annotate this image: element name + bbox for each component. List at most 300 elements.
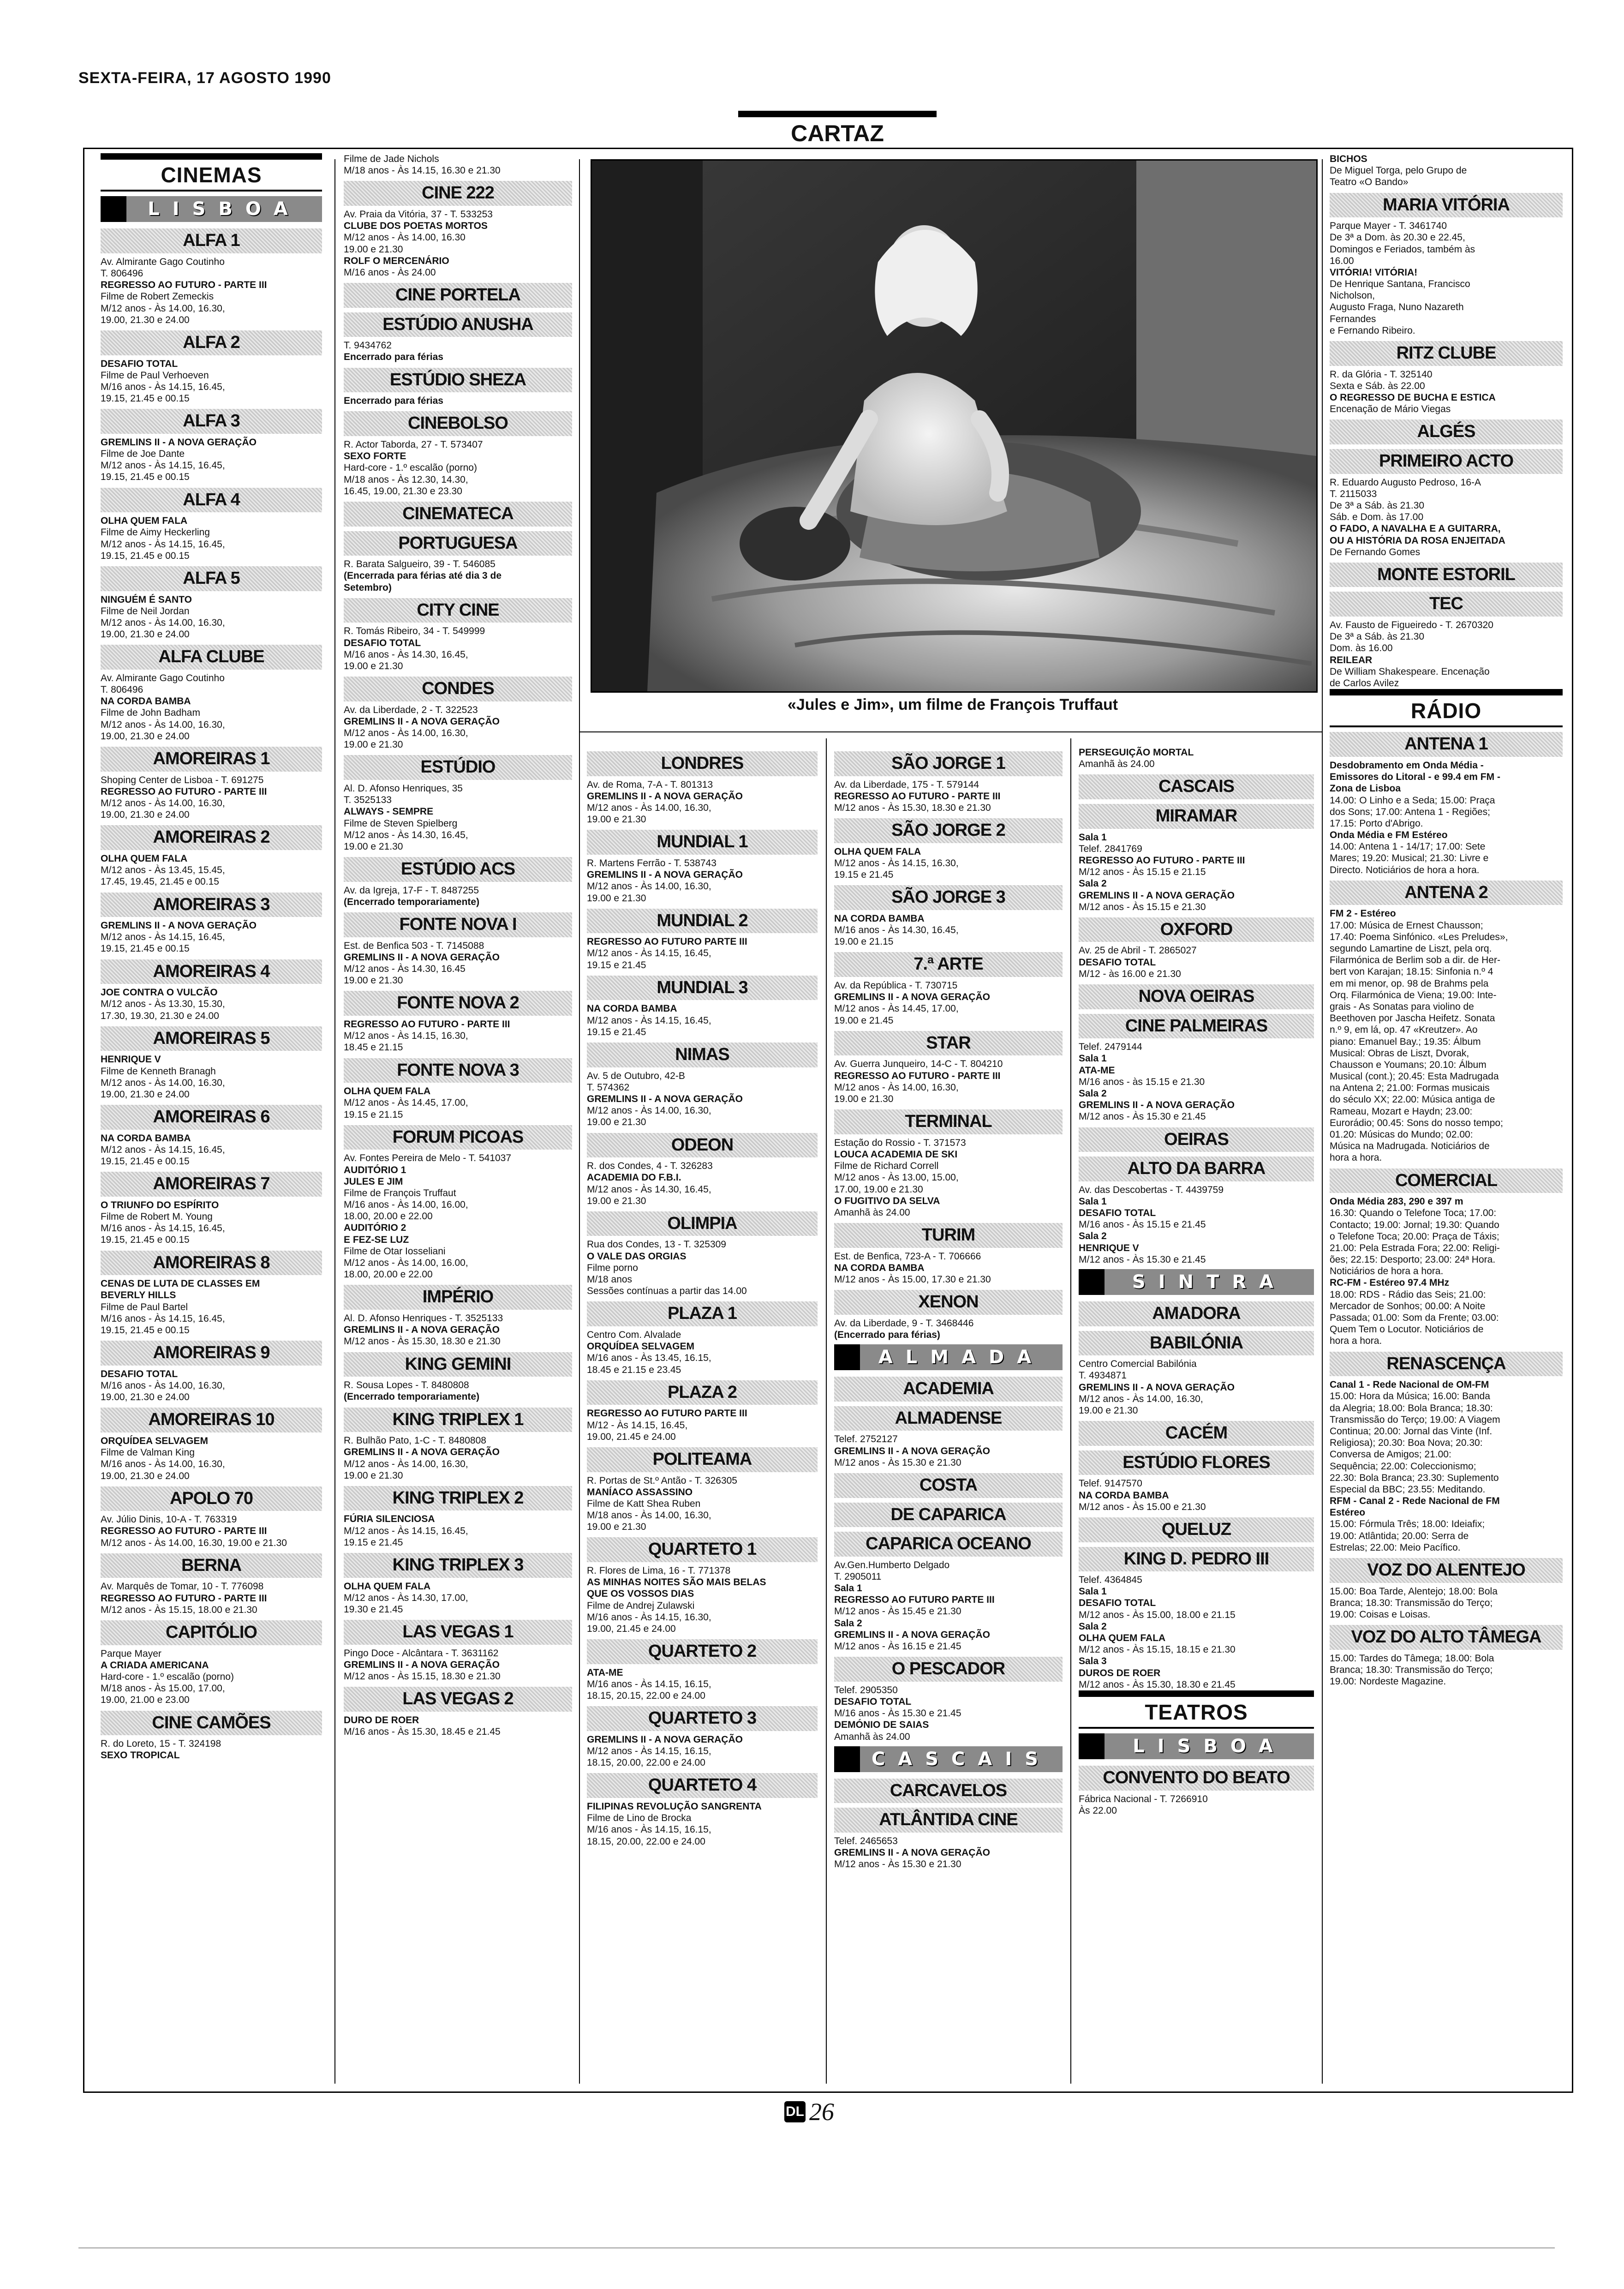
- listing-text: Domingos e Feriados, também às: [1330, 244, 1475, 255]
- listing-text: Telef. 2841769: [1079, 843, 1142, 854]
- listing-text: R. Flores de Lima, 16 - T. 771378: [587, 1565, 731, 1576]
- listing-title: GREMLINS II - A NOVA GERAÇÃO: [834, 1847, 990, 1858]
- listing-text: de Carlos Avilez: [1330, 678, 1399, 689]
- listing-title: Sala 1: [1079, 1586, 1107, 1597]
- listing-text: Filme de François Truffaut: [344, 1187, 456, 1198]
- listing-title: GREMLINS II - A NOVA GERAÇÃO: [344, 716, 500, 727]
- listing-title: Sala 1: [1079, 1053, 1107, 1064]
- venue-heading: ALFA 4: [101, 488, 322, 513]
- listing-title: FM 2 - Estéreo: [1330, 908, 1396, 919]
- listing-text: Contacto; 19.00: Jornal; 19.30: Quando: [1330, 1219, 1499, 1230]
- listing-text: 18.15, 20.00, 22.00 e 24.00: [587, 1836, 705, 1847]
- listing-text: T. 806496: [101, 684, 143, 695]
- venue-heading: ALFA 2: [101, 330, 322, 355]
- listing-title: REGRESSO AO FUTURO - PARTE III: [101, 786, 267, 797]
- listing-title: (Encerrada para férias até dia 3 de: [344, 570, 502, 581]
- listing-text: Noticiários de hora a hora.: [1330, 1266, 1444, 1277]
- listing-text: Shoping Center de Lisboa - T. 691275: [101, 774, 264, 785]
- venue-heading: POLITEAMA: [587, 1447, 818, 1472]
- listing-text: Pingo Doce - Alcântara - T. 3631162: [344, 1648, 499, 1659]
- listing-text: M/16 anos - Às 14.00, 16.00,: [344, 1199, 468, 1210]
- listing-text: Av. da Liberdade, 9 - T. 3468446: [834, 1318, 974, 1329]
- listing-text: em mi menor, op. 98 de Brahms pela: [1330, 978, 1489, 989]
- venue-heading: BABILÓNIA: [1079, 1331, 1314, 1356]
- listing-text: 17.45, 19.45, 21.45 e 00.15: [101, 876, 219, 887]
- city-banner: [101, 196, 322, 222]
- film-still-photo: [591, 159, 1318, 693]
- listing-text: 19.00: Nordeste Magazine.: [1330, 1676, 1446, 1687]
- listing-text: De 3ª a Sáb. às 21.30: [1330, 500, 1425, 511]
- listing-title: GREMLINS II - A NOVA GERAÇÃO: [344, 952, 500, 963]
- venue-heading: CINEMATECA: [344, 502, 572, 527]
- listing-text: 14.00: O Linho e a Seda; 15.00: Praça: [1330, 795, 1495, 806]
- venue-heading: FORUM PICOAS: [344, 1125, 572, 1150]
- listing-text: R. Martens Ferrão - T. 538743: [587, 857, 716, 869]
- city-name: SINTRA: [1105, 1269, 1314, 1295]
- venue-heading: TURIM: [834, 1223, 1063, 1248]
- listing-text: 19.00, 21.30 e 24.00: [101, 809, 190, 821]
- city-banner: [1079, 1269, 1314, 1295]
- listing-text: Mercador de Sonhos; 00.00: A Noite: [1330, 1300, 1486, 1312]
- listing-text: Filarmónica de Berlim sob a dir. de Her-: [1330, 955, 1500, 966]
- listing-title: GREMLINS II - A NOVA GERAÇÃO: [1079, 1100, 1235, 1111]
- venue-heading: AMOREIRAS 5: [101, 1026, 322, 1051]
- listing-text: M/16 anos - Às 14.30, 16.45,: [344, 649, 468, 660]
- listing-text: Conversa de Amigos; 21.00:: [1330, 1449, 1451, 1460]
- venue-heading: CITY CINE: [344, 598, 572, 623]
- listing-text: Filme de Lino de Brocka: [587, 1813, 692, 1824]
- listing-text: Sexta e Sáb. às 22.00: [1330, 380, 1425, 391]
- listing-title: GREMLINS II - A NOVA GERAÇÃO: [587, 1734, 743, 1745]
- listing-title: NA CORDA BAMBA: [101, 1133, 191, 1144]
- section-heading: TEATROS: [1079, 1700, 1314, 1729]
- listing-text: 19.15, 21.45 e 00.15: [101, 1325, 190, 1336]
- listing-text: Filme de Paul Bartel: [101, 1301, 188, 1312]
- listing-title: GREMLINS II - A NOVA GERAÇÃO: [1079, 890, 1235, 901]
- venue-heading: AMOREIRAS 7: [101, 1172, 322, 1197]
- listing-text: M/12 anos - Às 16.15 e 21.45: [834, 1641, 961, 1652]
- listing-title: Encerrado para férias: [344, 395, 443, 407]
- listing-title: NA CORDA BAMBA: [834, 1262, 925, 1273]
- listing-text: Fernandes: [1330, 313, 1376, 324]
- listing-text: 19.15 e 21.15: [344, 1109, 403, 1120]
- listing-text: T. 2115033: [1330, 488, 1377, 499]
- listing-text: 19.00: Atlântida; 20.00: Serra de: [1330, 1530, 1469, 1541]
- listing-text: Av. das Descobertas - T. 4439759: [1079, 1184, 1224, 1195]
- venue-heading: SÃO JORGE 2: [834, 818, 1063, 843]
- city-banner: [834, 1344, 1063, 1370]
- section-rule: [1330, 689, 1563, 695]
- city-name: CASCAIS: [860, 1746, 1063, 1772]
- listing-title: Zona de Lisboa: [1330, 783, 1401, 794]
- listing-title: Onda Média e FM Estéreo: [1330, 830, 1448, 841]
- listing-text: M/12 anos - Às 14.00, 16.30,: [587, 881, 711, 892]
- venue-heading: QUARTETO 1: [587, 1537, 818, 1562]
- listing-text: M/16 anos - Às 14.30, 16.45,: [834, 925, 959, 936]
- listing-text: Av. Praia da Vitória, 37 - T. 533253: [344, 209, 493, 220]
- listing-text: 19.00 e 21.30: [344, 244, 403, 255]
- listing-text: 19.00, 21.45 e 24.00: [587, 1431, 676, 1442]
- listing-text: T. 574362: [587, 1082, 630, 1093]
- listing-text: 19.00 e 21.30: [587, 814, 646, 825]
- listing-text: M/12 anos - Às 15.30 e 21.30: [834, 1859, 961, 1870]
- listing-text: Av. Fontes Pereira de Melo - T. 541037: [344, 1153, 512, 1164]
- venue-heading: STAR: [834, 1031, 1063, 1056]
- listing-text: Av. Almirante Gago Coutinho: [101, 672, 225, 683]
- listing-text: 19.00, 21.30 e 24.00: [101, 731, 190, 742]
- city-banner: [834, 1746, 1063, 1772]
- newspaper-logo: DL: [784, 2101, 806, 2122]
- listing-title: DESAFIO TOTAL: [101, 1368, 178, 1379]
- listing-text: Nicholson,: [1330, 290, 1375, 301]
- venue-heading: NOVA OEIRAS: [1079, 984, 1314, 1009]
- city-name: LISBOA: [1105, 1733, 1314, 1759]
- listing-text: M/12 anos - Às 14.30, 16.45,: [587, 1184, 711, 1195]
- venue-heading: IMPÉRIO: [344, 1285, 572, 1310]
- listing-text: Filme de Otar Iosseliani: [344, 1246, 446, 1257]
- listing-title: OLHA QUEM FALA: [101, 853, 188, 864]
- listing-text: M/12 anos - Às 15.30 e 21.45: [1079, 1111, 1206, 1122]
- listing-title: BICHOS: [1330, 154, 1367, 164]
- venue-heading: KING TRIPLEX 2: [344, 1486, 572, 1511]
- listing-title: REGRESSO AO FUTURO - PARTE III: [834, 791, 1001, 802]
- listing-title: REGRESSO AO FUTURO - PARTE III: [344, 1019, 510, 1030]
- listing-text: Centro Comercial Babilónia: [1079, 1359, 1197, 1370]
- listing-title: RFM - Canal 2 - Rede Nacional de FM: [1330, 1496, 1500, 1507]
- listing-text: M/16 anos - Às 24.00: [344, 267, 436, 278]
- listing-text: Av. de Roma, 7-A - T. 801313: [587, 779, 713, 790]
- listing-title: O FADO, A NAVALHA E A GUITARRA,: [1330, 523, 1501, 534]
- listing-text: 19.00 e 21.30: [344, 975, 403, 986]
- listing-text: Telef. 4364845: [1079, 1575, 1142, 1586]
- listing-text: Augusto Fraga, Nuno Nazareth: [1330, 302, 1464, 313]
- listing-text: 19.00, 21.30 e 24.00: [101, 1392, 190, 1403]
- venue-heading: PRIMEIRO ACTO: [1330, 449, 1563, 474]
- listing-text: M/12 anos - Às 15.00 e 21.30: [1079, 1501, 1206, 1512]
- listing-text: 19.00 e 21.30: [1079, 1405, 1138, 1416]
- listing-title: E FEZ-SE LUZ: [344, 1234, 409, 1245]
- listing-title: GREMLINS II - A NOVA GERAÇÃO: [101, 920, 257, 931]
- listing-text: 19.00 e 21.45: [834, 1015, 894, 1026]
- listing-text: M/18 anos: [587, 1274, 633, 1285]
- venue-heading: OEIRAS: [1079, 1127, 1314, 1152]
- listing-title: (Encerrado temporariamente): [344, 896, 480, 907]
- listing-text: R. Eduardo Augusto Pedroso, 16-A: [1330, 477, 1481, 488]
- listing-text: M/12 anos - Às 14.15, 16.45,: [344, 1525, 468, 1536]
- listing-title: OU A HISTÓRIA DA ROSA ENJEITADA: [1330, 535, 1505, 546]
- listing-text: T. 2905011: [834, 1571, 882, 1582]
- venue-heading: ODEON: [587, 1133, 818, 1158]
- listing-text: M/12 anos - Às 15.30 e 21.30: [834, 1457, 961, 1468]
- city-banner-square-icon: [834, 1746, 860, 1772]
- venue-heading: MUNDIAL 2: [587, 909, 818, 934]
- venue-heading: OXFORD: [1079, 917, 1314, 942]
- venue-heading: KING GEMINI: [344, 1352, 572, 1377]
- venue-heading: NIMAS: [587, 1043, 818, 1067]
- listing-text: M/12 anos - Às 14.30, 16.45: [344, 964, 466, 975]
- listing-title: QUE OS VOSSOS DIAS: [587, 1588, 694, 1600]
- venue-heading: ALFA CLUBE: [101, 645, 322, 670]
- listing-text: 19.00 e 21.30: [344, 1470, 403, 1481]
- venue-heading: COMERCIAL: [1330, 1168, 1563, 1193]
- venue-heading: MUNDIAL 3: [587, 976, 818, 1001]
- listing-text: R. Actor Taborda, 27 - T. 573407: [344, 439, 483, 450]
- listing-text: 18.15, 20.00, 22.00 e 24.00: [587, 1757, 705, 1768]
- listing-text: 17.15: Porto d'Abrigo.: [1330, 818, 1423, 829]
- listing-text: M/12 anos - Às 14.45, 17.00,: [344, 1097, 468, 1109]
- listing-text: Às 22.00: [1079, 1805, 1117, 1816]
- listing-text: Fábrica Nacional - T. 7266910: [1079, 1793, 1208, 1804]
- film-still-image: [592, 161, 1316, 691]
- listing-text: M/12 anos - Às 14.15, 16.15,: [587, 1746, 711, 1757]
- venue-heading: PORTUGUESA: [344, 531, 572, 556]
- listing-text: M/12 anos - Às 15.30 e 21.45: [1079, 1254, 1206, 1265]
- listing-text: Continua; 20.00: Jornal das Vinte (Inf.: [1330, 1426, 1493, 1437]
- listing-title: DESAFIO TOTAL: [1079, 1208, 1156, 1219]
- venue-heading: KING D. PEDRO III: [1079, 1547, 1314, 1572]
- listing-text: 17.00, 19.00 e 21.30: [834, 1184, 923, 1195]
- listing-text: Telef. 2752127: [834, 1434, 898, 1445]
- listing-text: M/12 anos - Às 14.00, 16.30,: [101, 797, 225, 809]
- listing-text: M/12 anos - Às 14.00, 16.30,: [101, 617, 225, 628]
- listing-text: 14.00: Antena 1 - 14/17; 17.00: Sete: [1330, 841, 1486, 852]
- listing-text: Chausson e Youmans; 20.10: Álbum: [1330, 1059, 1487, 1070]
- listing-title: Setembro): [344, 582, 392, 593]
- venue-heading: SÃO JORGE 3: [834, 885, 1063, 910]
- listing-text: M/12 anos - Às 14.00, 16.30,: [101, 1077, 225, 1088]
- listing-text: 19.15 e 21.45: [344, 1537, 403, 1548]
- listing-title: (Encerrado temporariamente): [344, 1391, 480, 1402]
- listing-text: segundo Lamartine de Liszt, pela orq.: [1330, 943, 1492, 954]
- venue-heading: ANTENA 2: [1330, 881, 1563, 905]
- listing-text: M/18 anos - Às 14.00, 16.30,: [587, 1510, 711, 1521]
- listing-text: Av. Júlio Dinis, 10-A - T. 763319: [101, 1514, 237, 1525]
- listing-title: Sala 2: [1079, 1231, 1107, 1242]
- listing-text: Filme de Neil Jordan: [101, 605, 190, 617]
- venue-heading: LONDRES: [587, 751, 818, 776]
- listing-title: Sala 3: [1079, 1656, 1107, 1667]
- listing-text: na Antena 2; 21.00: Formas musicais: [1330, 1083, 1490, 1094]
- listing-text: 19.00, 21.00 e 23.00: [101, 1695, 190, 1706]
- listing-text: 18.45 e 21.15 e 23.45: [587, 1364, 681, 1375]
- listing-text: R. Portas de St.º Antão - T. 326305: [587, 1475, 737, 1486]
- listing-text: R. Bulhão Pato, 1-C - T. 8480808: [344, 1435, 486, 1446]
- listing-title: NA CORDA BAMBA: [834, 913, 925, 924]
- city-banner-square-icon: [101, 196, 126, 222]
- venue-heading: CONVENTO DO BEATO: [1079, 1766, 1314, 1791]
- listing-text: M/16 anos - Às 13.45, 16.15,: [587, 1353, 711, 1364]
- listing-title: GREMLINS II - A NOVA GERAÇÃO: [834, 992, 990, 1003]
- listing-title: OLHA QUEM FALA: [344, 1086, 431, 1097]
- divider: [826, 738, 827, 2084]
- listing-text: o Telefone Toca; 20.00: Praça de Táxis;: [1330, 1231, 1499, 1242]
- listing-title: LOUCA ACADEMIA DE SKI: [834, 1149, 958, 1160]
- listing-title: Sala 1: [1079, 1196, 1107, 1207]
- listing-title: Sala 2: [1079, 878, 1107, 889]
- listing-text: Filme de Richard Correll: [834, 1161, 939, 1172]
- listing-text: Telef. 9147570: [1079, 1478, 1142, 1489]
- listing-text: M/12 anos - Às 14.00, 16.00,: [344, 1258, 468, 1269]
- listing-title: HENRIQUE V: [101, 1054, 161, 1065]
- listing-title: GREMLINS II - A NOVA GERAÇÃO: [101, 437, 257, 448]
- listing-text: grais - As Sonatas para violino de: [1330, 1001, 1474, 1012]
- listing-text: Filme de Andrej Zulawski: [587, 1600, 695, 1611]
- listing-text: 21.00: Pela Estrada Fora; 22.00: Religi-: [1330, 1242, 1500, 1253]
- venue-heading: RITZ CLUBE: [1330, 341, 1563, 366]
- listing-text: Quem Tem o Locutor. Noticiários de: [1330, 1324, 1484, 1335]
- listing-text: 16.00: [1330, 255, 1354, 266]
- listing-text: M/12 anos - Às 14.00, 16.30,: [1079, 1393, 1203, 1404]
- listing-text: 18.00: RDS - Rádio das Seis; 21.00:: [1330, 1289, 1486, 1300]
- venue-heading: LAS VEGAS 1: [344, 1620, 572, 1645]
- listing-title: DUROS DE ROER: [1079, 1667, 1161, 1678]
- section-heading: CINEMAS: [101, 162, 322, 192]
- venue-heading: CINEBOLSO: [344, 411, 572, 436]
- listing-title: GREMLINS II - A NOVA GERAÇÃO: [587, 869, 743, 881]
- listing-text: e Fernando Ribeiro.: [1330, 325, 1415, 336]
- listing-title: FÚRIA SILENCIOSA: [344, 1514, 435, 1525]
- listing-text: Directo. Noticiários de hora a hora.: [1330, 864, 1480, 875]
- listing-text: M/12 anos - Às 13.00, 15.00,: [834, 1172, 959, 1183]
- bottom-rule: [78, 2247, 1555, 2248]
- listing-text: Filme de Paul Verhoeven: [101, 370, 209, 381]
- venue-heading: BERNA: [101, 1553, 322, 1578]
- listing-text: R. Barata Salgueiro, 39 - T. 546085: [344, 559, 496, 570]
- listing-text: M/12 anos - Às 14.00, 16.30,: [587, 802, 711, 813]
- listing-text: De Fernando Gomes: [1330, 546, 1421, 557]
- listing-title: OLHA QUEM FALA: [1079, 1633, 1166, 1644]
- listing-text: M/12 anos - Às 15.30, 18.30 e 21.45: [1079, 1679, 1236, 1690]
- listing-text: Encenação de Mário Viegas: [1330, 404, 1451, 415]
- listing-text: 18.45 e 21.15: [344, 1042, 403, 1053]
- listing-text: 18.00, 20.00 e 22.00: [344, 1269, 433, 1280]
- venue-heading: MIRAMAR: [1079, 804, 1314, 829]
- listing-text: Música na Madrugada. Noticiários de: [1330, 1141, 1490, 1152]
- listing-text: M/12 anos - Às 14.00, 16.30,: [344, 728, 468, 739]
- listing-title: REILEAR: [1330, 654, 1373, 665]
- listing-text: M/16 anos - Às 14.15, 16.45,: [101, 381, 225, 392]
- listing-text: M/12 anos - Às 14.15, 16.45,: [101, 539, 225, 550]
- listing-text: M/12 anos - Às 14.15, 16.30,: [344, 1031, 468, 1042]
- listing-text: M/18 anos - Às 14.15, 16.30 e 21.30: [344, 165, 501, 176]
- listing-text: 19.00 e 21.30: [587, 1117, 646, 1128]
- listing-text: 15.00: Fórmula Três; 18.00: Ideiafix;: [1330, 1519, 1485, 1530]
- listing-text: Amanhã às 24.00: [1079, 759, 1155, 770]
- listing-text: Branca; 18.30: Transmissão do Terço;: [1330, 1664, 1493, 1675]
- listing-title: Desdobramento em Onda Média -: [1330, 760, 1484, 771]
- listing-title: NINGUÉM É SANTO: [101, 594, 192, 605]
- listing-text: 16.30: Quando o Telefone Toca; 17.00:: [1330, 1208, 1497, 1219]
- listing-text: Amanhã às 24.00: [834, 1731, 910, 1742]
- listing-text: 19.15, 21.45 e 00.15: [101, 472, 190, 483]
- venue-heading: CINE PORTELA: [344, 283, 572, 308]
- listing-text: 18.00, 20.00 e 22.00: [344, 1211, 433, 1222]
- listing-text: M/12 anos - Às 14.00, 16.30,: [587, 1105, 711, 1116]
- listing-text: 19.15, 21.45 e 00.15: [101, 1156, 190, 1167]
- listing-text: M/12 anos - Às 14.30, 17.00,: [344, 1592, 468, 1603]
- listing-title: REGRESSO AO FUTURO PARTE III: [587, 936, 747, 947]
- venue-heading: FONTE NOVA I: [344, 912, 572, 937]
- city-banner-square-icon: [834, 1344, 860, 1370]
- listing-title: GREMLINS II - A NOVA GERAÇÃO: [587, 1093, 743, 1104]
- listing-text: 17.40: Poema Sinfónico. «Les Preludes»,: [1330, 931, 1508, 942]
- listing-text: 15.00: Hora da Música; 16.00: Banda: [1330, 1391, 1490, 1402]
- listing-text: Musical: Obras de Liszt, Dvorak,: [1330, 1048, 1469, 1059]
- listing-title: JOE CONTRA O VULCÃO: [101, 987, 218, 998]
- listing-text: Rameau, Mozart e Haydn; 23.00:: [1330, 1106, 1473, 1117]
- listing-text: Hard-core - 1.º escalão (porno): [344, 462, 477, 473]
- listing-text: Sessões contínuas a partir das 14.00: [587, 1286, 747, 1297]
- venue-heading: ALMADENSE: [834, 1406, 1063, 1431]
- listing-title: REGRESSO AO FUTURO - PARTE III: [101, 280, 267, 291]
- listing-text: M/12 anos - Às 14.15, 16.45,: [587, 948, 711, 959]
- listing-text: Filme porno: [587, 1262, 638, 1273]
- venue-heading: FONTE NOVA 3: [344, 1058, 572, 1083]
- listing-title: ATA-ME: [587, 1667, 623, 1678]
- venue-heading: TEC: [1330, 592, 1563, 617]
- listing-title: CENAS DE LUTA DE CLASSES EM: [101, 1278, 260, 1289]
- venue-heading: ANTENA 1: [1330, 732, 1563, 757]
- listing-text: Est. de Benfica, 723-A - T. 706666: [834, 1251, 981, 1262]
- dateline: SEXTA-FEIRA, 17 AGOSTO 1990: [78, 69, 331, 87]
- venue-heading: XENON: [834, 1290, 1063, 1315]
- listing-text: 19.00: Coisas e Loisas.: [1330, 1609, 1431, 1620]
- listing-title: HENRIQUE V: [1079, 1242, 1139, 1253]
- divider: [579, 159, 580, 2084]
- listing-text: 19.15, 21.45 e 00.15: [101, 943, 190, 954]
- listing-text: 19.00 e 21.30: [344, 739, 403, 750]
- listing-text: Beethoven por Jascha Heifetz. Sonata: [1330, 1013, 1495, 1024]
- venue-heading: ATLÂNTIDA CINE: [834, 1808, 1063, 1833]
- listing-text: M/16 anos - Às 14.15, 16.30,: [587, 1612, 711, 1623]
- city-name: ALMADA: [860, 1344, 1063, 1370]
- listing-text: Av.Gen.Humberto Delgado: [834, 1559, 950, 1570]
- listing-text: Sequência; 22.00: Coleccionismo;: [1330, 1461, 1476, 1472]
- listing-title: GREMLINS II - A NOVA GERAÇÃO: [834, 1629, 990, 1640]
- venue-heading: AMOREIRAS 2: [101, 825, 322, 850]
- footer: [784, 2097, 834, 2126]
- listing-title: REGRESSO AO FUTURO - PARTE III: [1079, 855, 1245, 866]
- venue-heading: ALGÉS: [1330, 419, 1563, 444]
- listing-title: Sala 2: [1079, 1088, 1107, 1099]
- listing-text: Telef. 2465653: [834, 1835, 898, 1846]
- listing-text: M/12 anos - Às 14.00, 16.30,: [834, 1082, 959, 1093]
- listing-text: Av. da Liberdade, 175 - T. 579144: [834, 779, 979, 790]
- listing-text: n.º 9, em lá, op. 47 «Kreutzer». Ao: [1330, 1025, 1478, 1036]
- listing-title: ALWAYS - SEMPRE: [344, 806, 434, 817]
- listing-title: ROLF O MERCENÁRIO: [344, 255, 449, 266]
- venue-heading: CAPITÓLIO: [101, 1620, 322, 1645]
- listing-text: hora a hora.: [1330, 1152, 1382, 1163]
- listing-text: Mares; 19.20: Musical; 21.30: Livre e: [1330, 853, 1489, 864]
- listing-text: R. dos Condes, 4 - T. 326283: [587, 1161, 713, 1172]
- listing-title: Encerrado para férias: [344, 352, 443, 363]
- listing-text: T. 806496: [101, 268, 143, 279]
- listing-text: M/12 anos - Às 14.00, 16.30,: [101, 303, 225, 314]
- venue-heading: QUARTETO 3: [587, 1706, 818, 1731]
- listing-text: M/12 - às 16.00 e 21.30: [1079, 968, 1181, 979]
- listing-title: REGRESSO AO FUTURO PARTE III: [834, 1594, 995, 1606]
- listing-text: Av. Marquês de Tomar, 10 - T. 776098: [101, 1581, 264, 1592]
- venue-heading: AMOREIRAS 1: [101, 747, 322, 772]
- listing-text: De 3ª a Sáb. às 21.30: [1330, 631, 1425, 642]
- listing-text: Dom. às 16.00: [1330, 643, 1393, 654]
- listing-title: ORQUÍDEA SELVAGEM: [101, 1435, 208, 1446]
- city-banner-square-icon: [1079, 1733, 1105, 1759]
- listing-text: M/12 anos - Às 14.45, 17.00,: [834, 1003, 959, 1014]
- listing-title: AUDITÓRIO 2: [344, 1222, 406, 1234]
- listing-text: Filme de Katt Shea Ruben: [587, 1498, 701, 1509]
